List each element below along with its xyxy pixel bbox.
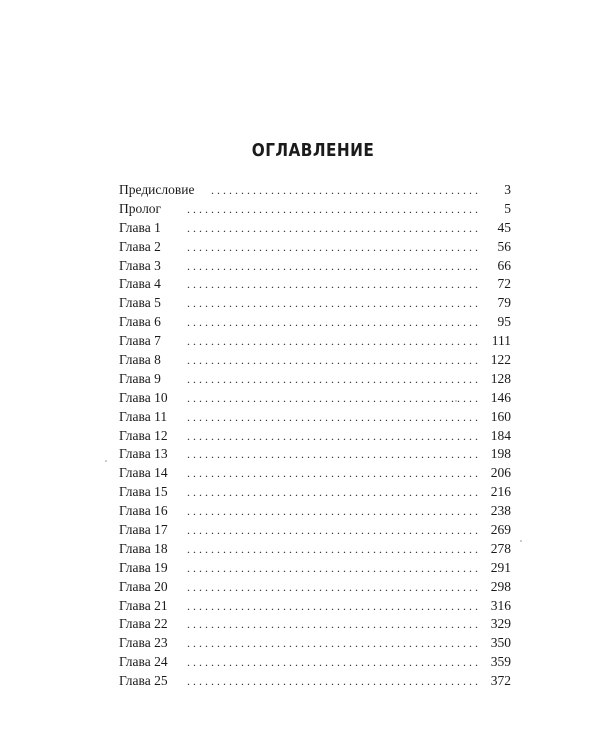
entry-label: Глава 22 bbox=[119, 616, 168, 632]
dot-leader bbox=[187, 370, 481, 389]
dot-leader bbox=[187, 408, 481, 427]
entry-page-number: 5 bbox=[504, 200, 511, 216]
entry-page-number: 198 bbox=[490, 446, 511, 462]
entry-label: Глава 12 bbox=[119, 427, 168, 443]
dot-leader bbox=[187, 521, 481, 540]
toc-entry bbox=[119, 275, 511, 294]
entry-label: Глава 25 bbox=[119, 673, 168, 689]
entry-page-number: 298 bbox=[490, 578, 511, 594]
toc-entry bbox=[119, 502, 511, 521]
table-of-contents bbox=[119, 181, 511, 691]
entry-page-number: 45 bbox=[497, 219, 511, 235]
entry-label: Глава 8 bbox=[119, 352, 161, 368]
entry-page-number: 79 bbox=[497, 295, 511, 311]
entry-page-number: 329 bbox=[490, 616, 511, 632]
dot-leader bbox=[187, 332, 481, 351]
entry-page-number: 111 bbox=[491, 333, 511, 349]
toc-entry bbox=[119, 540, 511, 559]
entry-page-number: 95 bbox=[497, 314, 511, 330]
toc-entry bbox=[119, 238, 511, 257]
entry-label: Глава 17 bbox=[119, 522, 168, 538]
toc-entry bbox=[119, 313, 511, 332]
entry-label: Глава 16 bbox=[119, 503, 168, 519]
entry-label: Глава 13 bbox=[119, 446, 168, 462]
toc-entry bbox=[119, 615, 511, 634]
dot-leader bbox=[187, 502, 481, 521]
paper-speck bbox=[105, 460, 107, 462]
entry-label: Глава 21 bbox=[119, 597, 168, 613]
dot-leader bbox=[187, 483, 481, 502]
dot-leader bbox=[187, 540, 481, 559]
entry-page-number: 291 bbox=[490, 559, 511, 575]
toc-entry bbox=[119, 597, 511, 616]
dot-leader bbox=[187, 445, 481, 464]
dot-leader bbox=[187, 257, 481, 276]
toc-entry bbox=[119, 483, 511, 502]
entry-label: Глава 18 bbox=[119, 540, 168, 556]
toc-entry bbox=[119, 427, 511, 446]
dot-leader bbox=[187, 219, 481, 238]
entry-page-number: 350 bbox=[490, 635, 511, 651]
entry-page-number: 269 bbox=[490, 522, 511, 538]
dot-leader bbox=[187, 672, 481, 691]
entry-page-number: 128 bbox=[490, 370, 511, 386]
entry-label: Глава 2 bbox=[119, 238, 161, 254]
dot-leader bbox=[187, 389, 481, 408]
entry-label: Глава 10 bbox=[119, 389, 168, 405]
entry-label: Глава 3 bbox=[119, 257, 161, 273]
entry-label: Глава 4 bbox=[119, 276, 161, 292]
toc-entry bbox=[119, 351, 511, 370]
entry-page-number: 56 bbox=[497, 238, 511, 254]
entry-page-number: 146 bbox=[490, 389, 511, 405]
dot-leader bbox=[187, 294, 481, 313]
dot-leader bbox=[187, 200, 481, 219]
dot-leader bbox=[187, 578, 481, 597]
entry-label: Глава 5 bbox=[119, 295, 161, 311]
entry-label: Пролог bbox=[119, 200, 162, 216]
dot-leader bbox=[187, 597, 481, 616]
toc-entry bbox=[119, 464, 511, 483]
entry-label: Глава 9 bbox=[119, 370, 161, 386]
toc-entry bbox=[119, 389, 511, 408]
entry-label: Глава 11 bbox=[119, 408, 168, 424]
dot-leader bbox=[187, 427, 481, 446]
entry-label: Глава 6 bbox=[119, 314, 161, 330]
toc-entry bbox=[119, 257, 511, 276]
paper-speck bbox=[455, 400, 457, 402]
toc-entry bbox=[119, 521, 511, 540]
toc-entry bbox=[119, 181, 511, 200]
toc-entry bbox=[119, 294, 511, 313]
dot-leader bbox=[187, 559, 481, 578]
entry-label: Глава 15 bbox=[119, 484, 168, 500]
dot-leader bbox=[211, 181, 481, 200]
dot-leader bbox=[187, 238, 481, 257]
toc-entry bbox=[119, 559, 511, 578]
entry-page-number: 238 bbox=[490, 503, 511, 519]
entry-page-number: 316 bbox=[490, 597, 511, 613]
entry-label: Глава 24 bbox=[119, 654, 168, 670]
dot-leader bbox=[187, 275, 481, 294]
entry-label: Предисловие bbox=[119, 182, 195, 197]
toc-entry bbox=[119, 370, 511, 389]
entry-page-number: 184 bbox=[490, 427, 511, 443]
entry-label: Глава 14 bbox=[119, 465, 168, 481]
entry-page-number: 122 bbox=[490, 352, 511, 368]
entry-label: Глава 1 bbox=[119, 219, 161, 235]
dot-leader bbox=[187, 464, 481, 483]
entry-page-number: 372 bbox=[490, 673, 511, 689]
toc-entry bbox=[119, 634, 511, 653]
paper-speck bbox=[520, 540, 522, 542]
dot-leader bbox=[187, 313, 481, 332]
entry-page-number: 66 bbox=[497, 257, 511, 273]
toc-entry bbox=[119, 672, 511, 691]
entry-page-number: 216 bbox=[490, 484, 511, 500]
entry-page-number: 359 bbox=[490, 654, 511, 670]
entry-label: Глава 23 bbox=[119, 635, 168, 651]
toc-entry bbox=[119, 653, 511, 672]
entry-label: Глава 20 bbox=[119, 578, 168, 594]
dot-leader bbox=[187, 351, 481, 370]
entry-page-number: 160 bbox=[490, 408, 511, 424]
dot-leader bbox=[187, 615, 481, 634]
entry-page-number: 278 bbox=[490, 540, 511, 556]
dot-leader bbox=[187, 634, 481, 653]
dot-leader bbox=[187, 653, 481, 672]
entry-page-number: 3 bbox=[504, 182, 511, 197]
toc-entry bbox=[119, 200, 511, 219]
toc-entry bbox=[119, 578, 511, 597]
entry-label: Глава 7 bbox=[119, 333, 161, 349]
page-title: ОГЛАВЛЕНИЕ bbox=[251, 140, 375, 161]
toc-entry bbox=[119, 219, 511, 238]
toc-entry bbox=[119, 408, 511, 427]
toc-entry bbox=[119, 445, 511, 464]
entry-page-number: 72 bbox=[497, 276, 511, 292]
entry-label: Глава 19 bbox=[119, 559, 168, 575]
entry-page-number: 206 bbox=[490, 465, 511, 481]
toc-entry bbox=[119, 332, 511, 351]
